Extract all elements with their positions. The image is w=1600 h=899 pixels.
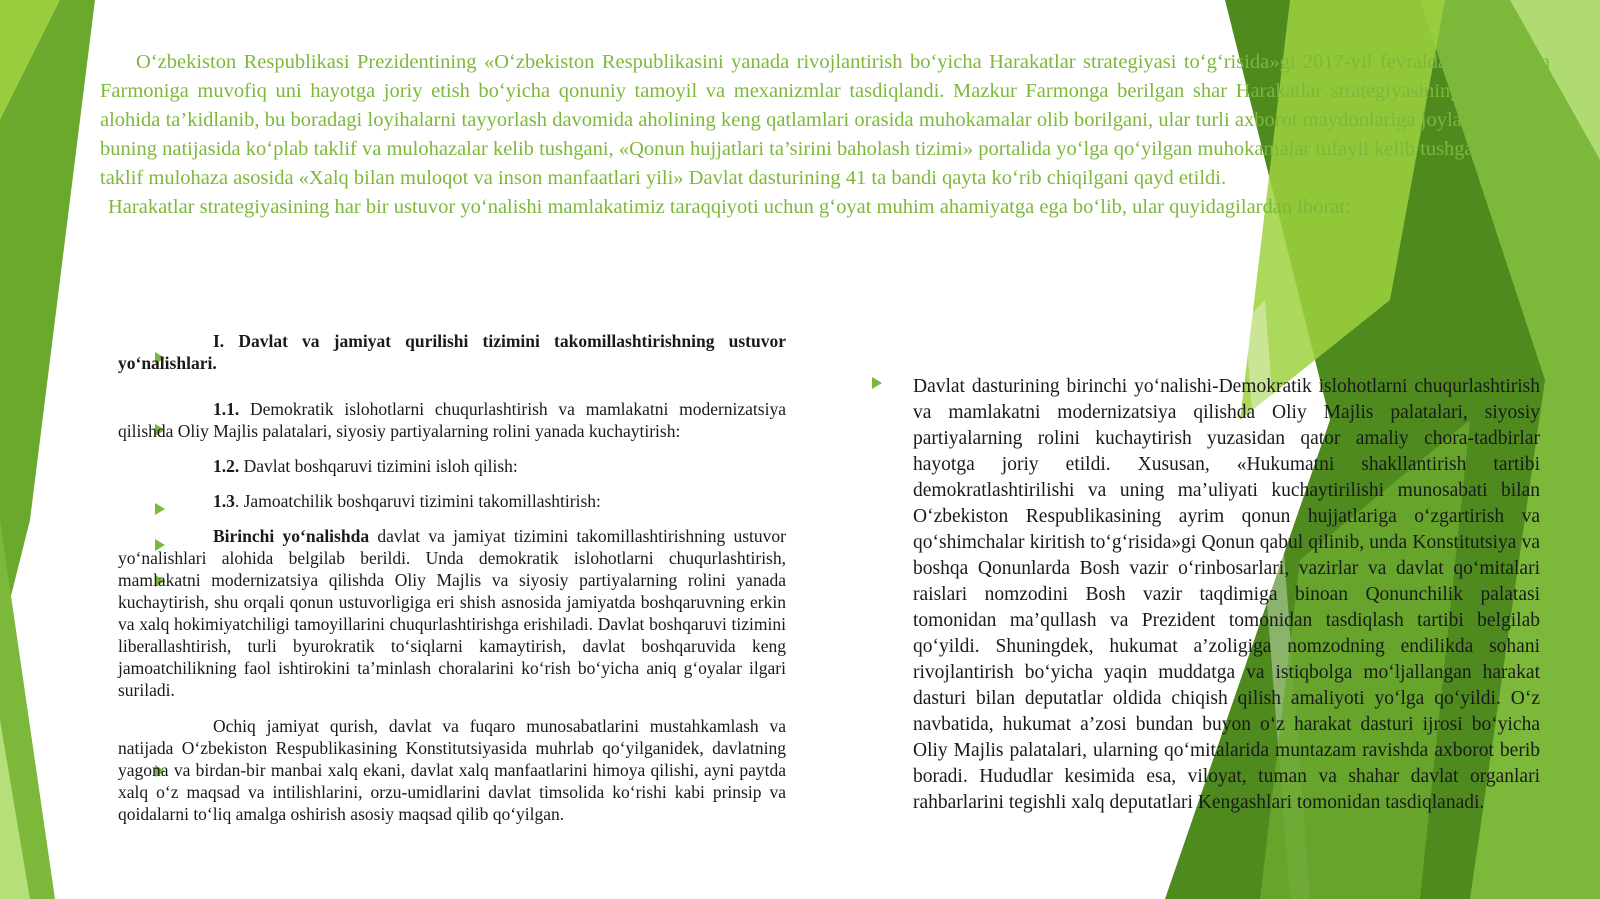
- right-text-column: [913, 374, 1540, 816]
- intro-paragraph-2: Harakatlar strategiyasining har bir ustuvor yo‘nalishi mamlakatimiz taraqqiyoti uchun g‘oyat muhim ahamiyatga ega bo‘lib, ular quyidagilardan iborat:: [108, 196, 1351, 218]
- body-paragraph-2: Ochiq jamiyat qurish, davlat va fuqaro munosabatlarini mustahkamlash va natijada O‘zbekiston Respublikasining Konstitutsiyasida muhrlab qo‘yilganidek, davlatning yagona va birdan-bir manbai xalq ekani, davlat xalq manfaatlarini himoya qilishi, ayni paytda xalq o‘z maqsad va intilishlarini, orzu-umidlarini davlat timsolida ko‘rishi kabi prinsip va qoidalarni to‘liq amalga oshirish asosiy maqsad qilib qo‘yilgan.: [118, 716, 786, 824]
- item-text: Demokratik islohotlarni chuqurlashtirish va mamlakatni modernizatsiya qilishda Oliy Majlis palatalari, siyosiy partiyalarning rolini yanada kuchaytirish:: [118, 399, 786, 441]
- section-heading: I. Davlat va jamiyat qurilishi tizimini takomillashtirishning ustuvor yo‘nalishlari.: [118, 331, 786, 373]
- list-item: [118, 490, 786, 512]
- intro-paragraph-1: O‘zbekiston Respublikasi Prezidentining «O‘zbekiston Respublikasini yanada rivojlantirish bo‘yicha Harakatlar strategiyasi to‘g‘risida»gi 2017-yil fevralda imzolangan Farmoniga muvofiq uni hayotga joriy etish bo‘yicha qonuniy tamoyil va mexanizmlar tasdiqlandi. Mazkur Farmonga berilgan shar Harakatlar strategiyasining aqamiyati alohida ta’kidlanib, bu boradagi loyihalarni tayyorlash davomida aholining keng qatlamlari orasida muhokamalar olib borilgani, ular turli axborot maydonlariga joylashtirilgani, buning natijasida ko‘plab taklif va mulohazalar kelib tushgani, «Qonun hujjatlari ta’sirini baholash tizimi» portalida yo‘lga qo‘yilgan muhokamalar tufayli kelib tushgan 1310 ta taklif mulohaza asosida «Xalq bilan muloqot va inson manfaatlari yili» Davlat dasturining 41 ta bandi qayta ko‘rib chiqilgani qayd etildi.: [100, 51, 1550, 189]
- item-number: 1.1.: [213, 399, 240, 419]
- para-lead: Birinchi yo‘nalishda: [213, 526, 370, 546]
- body-paragraph-1: [118, 525, 786, 701]
- item-number: 1.3: [213, 491, 235, 511]
- right-paragraph: Davlat dasturining birinchi yo‘nalishi-Demokratik islohotlarni chuqurlashtirish va mamlakatni modernizatsiya qilishda Oliy Majlis palatalari, siyosiy partiyalarning rolini kuchaytirish yuzasidan qator amaliy chora-tadbirlar hayotga joriy etildi. Xususan, «Hukumatni shakllantirish tartibi demokratlashtirilishi va uning ma’uliyati kuchaytirilishi munosabati bilan O‘zbekiston Respublikasining ayrim qonun hujjatlariga o‘zgartirish va qo‘shimchalar kiritish to‘g‘risida»gi Qonun qabul qilinib, unda Konstitutsiya va boshqa Qonunlarda Bosh vazir o‘rinbosarlari, vazirlar va davlat qo‘mitalari raislari nomzodini Bosh vazir taqdimiga binoan Qonunchilik palatasi tomonidan ma’qullash va Prezident tomonidan tasdiqlash tartibi belgilab qo‘yildi. Shuningdek, hukumat a’zoligiga nomzodning endilikda sohani rivojlantirish bo‘yicha yaqin muddatga va istiqbolga mo‘ljallangan harakat dasturi bilan deputatlar oldida chiqish qilish amaliyoti yo‘lga qo‘yildi. O‘z navbatida, hukumat a’zosi bundan buyon o‘z harakat dasturi ijrosi bo‘yicha Oliy Majlis palatalari, ularning qo‘mitalarida muntazam ravishda axborot berib boradi. Hududlar kesimida esa, viloyat, tuman va shahar davlat organlari rahbarlarini tegishli xalq deputatlari Kengashlari tomonidan tasdiqlanadi.: [913, 376, 1540, 813]
- para-text: davlat va jamiyat tizimini takomillashtirishning ustuvor yo‘nalishlari alohida belgilab berildi. Unda demokratik islohotlarni chuqurlashtirish, mamlakatni modernizatsiya qilishda Oliy Majlis va siyosiy partiyalarning rolini yanada kuchaytirish, shu orqali qonun ustuvorligiga eri shish asnosida jamiyatda boshqaruvning erkin va xalq hokimiyatchiligi tamoyillarini chuqurlashtirishga erishiladi. Davlat boshqaruvi tizimini liberallashtirish, turli byurokratik to‘siqlarni kamaytirish, davlat boshqaruvida keng jamoatchilikning faol ishtirokini ta’minlash choralarini ko‘rish bo‘yicha aniq g‘oyalar ilgari suriladi.: [118, 526, 786, 700]
- list-item: [118, 455, 786, 477]
- list-item: [118, 398, 786, 442]
- item-text: Davlat boshqaruvi tizimini isloh qilish:: [239, 456, 518, 476]
- deco-shape-left-dark: [0, 0, 95, 640]
- left-text-column: [118, 330, 786, 839]
- item-number: 1.2.: [213, 456, 240, 476]
- triangle-bullet-icon: [872, 377, 882, 389]
- item-text: . Jamoatchilik boshqaruvi tizimini takomillashtirish:: [234, 491, 601, 511]
- intro-text-block: [100, 48, 1550, 222]
